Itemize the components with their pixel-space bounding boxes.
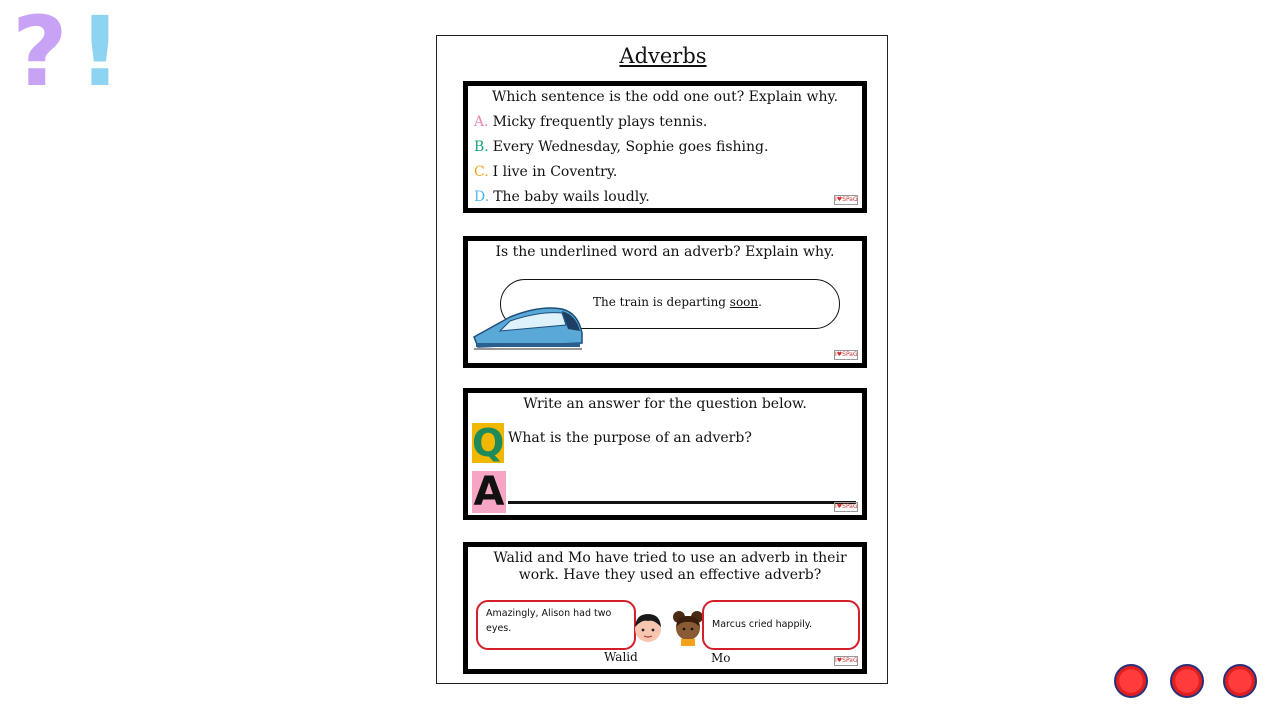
- option-c: [474, 164, 617, 180]
- option-letter: B.: [474, 139, 489, 155]
- mo-name: Mo: [711, 651, 731, 665]
- red-dot-icon: [1114, 664, 1148, 698]
- option-letter: A.: [474, 114, 489, 130]
- red-dot-icon: [1170, 664, 1204, 698]
- option-text: Micky frequently plays tennis.: [492, 114, 708, 130]
- walid-name: Walid: [604, 650, 638, 664]
- effective-adverb-panel: [463, 542, 867, 674]
- option-d: [474, 189, 650, 205]
- option-letter: D.: [474, 189, 490, 205]
- question-mark-icon: ?: [12, 0, 68, 108]
- panel-title: Write an answer for the question below.: [523, 396, 807, 412]
- walid-speech-bubble: Amazingly, Alison had two eyes.: [476, 600, 636, 650]
- option-a: [474, 114, 707, 130]
- underlined-word-panel: [463, 236, 867, 368]
- spag-badge: I♥SPaG: [835, 196, 858, 203]
- option-text: The baby wails loudly.: [493, 189, 650, 205]
- question-answer-panel: [463, 388, 867, 520]
- option-letter: C.: [474, 164, 489, 180]
- q-letter-icon: Q: [472, 421, 505, 465]
- sentence-text: The train is departing soon.: [593, 295, 762, 309]
- walid-avatar-icon: [630, 609, 666, 645]
- panel-title: Walid and Mo have tried to use an adverb in their work. Have they used an effective adverb?: [493, 550, 847, 583]
- panel-title: Which sentence is the odd one out? Explain why.: [491, 89, 839, 105]
- red-dot-icon: [1223, 664, 1257, 698]
- spag-badge: I♥SPaG: [835, 657, 858, 664]
- panel-title: Is the underlined word an adverb? Explain why.: [495, 244, 835, 260]
- question-text: What is the purpose of an adverb?: [508, 430, 752, 446]
- worksheet-page: [436, 35, 888, 684]
- mo-avatar-icon: [670, 607, 706, 647]
- answer-line: [508, 501, 856, 504]
- option-text: Every Wednesday, Sophie goes fishing.: [492, 139, 769, 155]
- odd-one-out-panel: [463, 81, 867, 213]
- option-b: [474, 139, 768, 155]
- mo-speech-bubble: Marcus cried happily.: [702, 600, 860, 650]
- option-text: I live in Coventry.: [492, 164, 618, 180]
- worksheet-title: Adverbs: [619, 44, 707, 68]
- underlined-word: soon: [729, 295, 759, 309]
- exclamation-mark-icon: !: [78, 0, 122, 108]
- train-icon: [470, 303, 586, 353]
- spag-badge: I♥SPaG: [835, 503, 858, 510]
- a-letter-icon: A: [473, 469, 505, 515]
- spag-badge: I♥SPaG: [835, 351, 858, 358]
